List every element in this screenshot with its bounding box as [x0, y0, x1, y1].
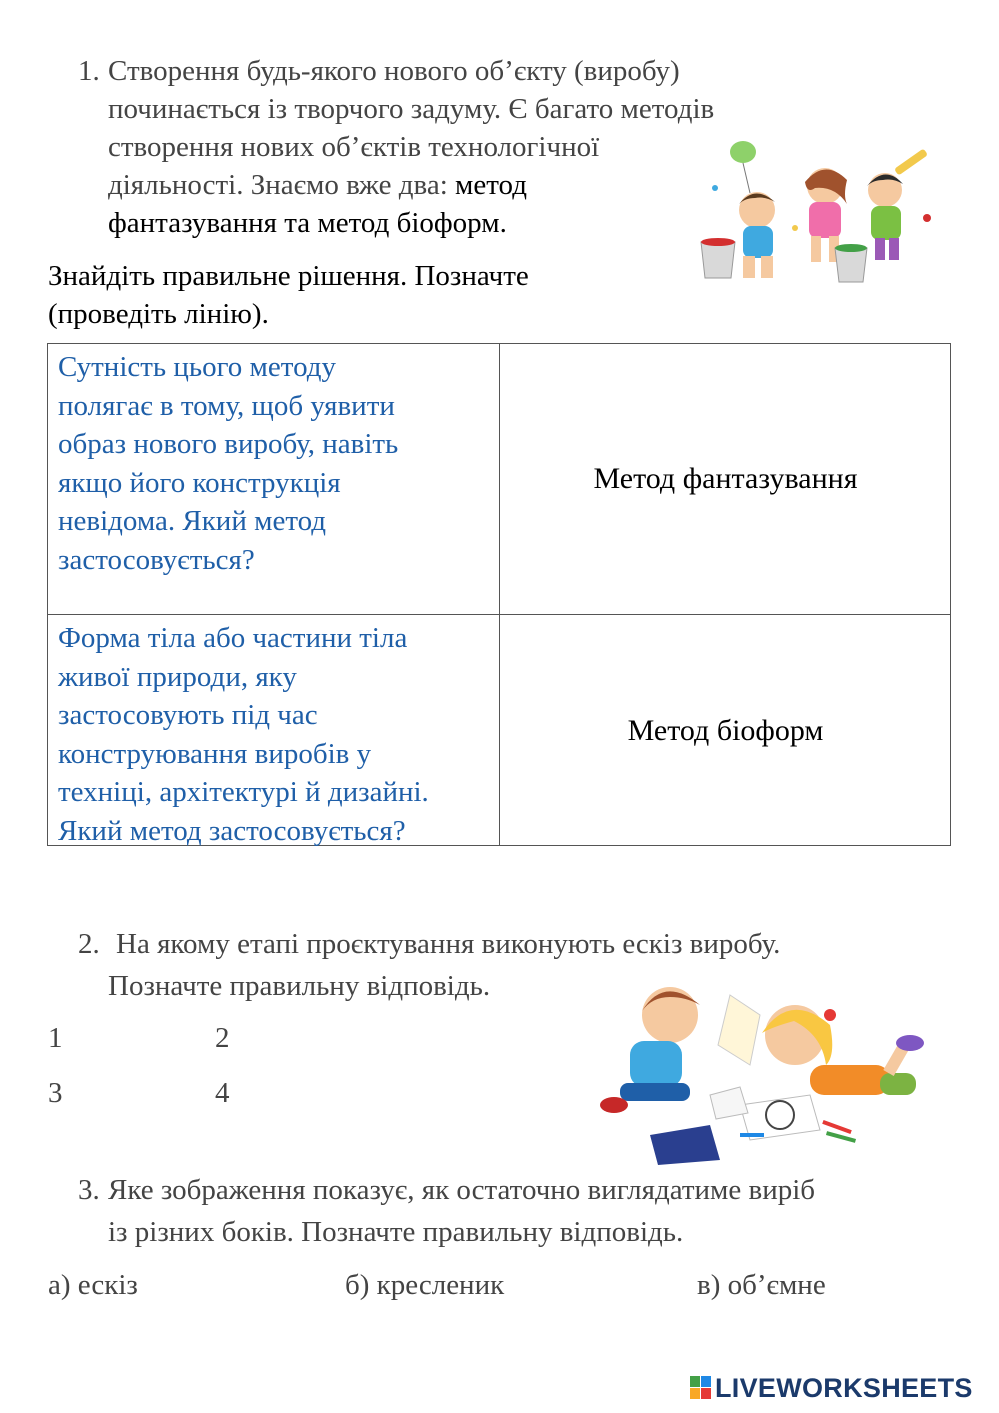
children-drawing-illustration	[590, 975, 930, 1165]
question-1-line-part-dark: метод	[455, 169, 527, 201]
question-2-number: 2.	[78, 928, 100, 960]
description-line: конструювання виробів у	[58, 737, 372, 770]
question-2-line: На якому етапі проєктування виконують ескіз виробу.	[116, 928, 781, 960]
description-line: якщо його конструкція	[58, 466, 341, 499]
description-line: застосовують під час	[58, 699, 318, 731]
description-line: невідома. Який метод	[58, 505, 327, 537]
question-3-line: із різних боків. Позначте правильну відповідь.	[108, 1216, 684, 1248]
instruction-line: (проведіть лінію).	[48, 298, 269, 330]
description-line: техніці, архітектурі й дизайні.	[58, 776, 429, 808]
answer-option-c[interactable]: в) об’ємне	[697, 1269, 826, 1301]
question-2-line: Позначте правильну відповідь.	[108, 970, 491, 1002]
question-description	[48, 615, 499, 850]
answer-option-a[interactable]: а) ескіз	[48, 1269, 138, 1301]
children-painting-illustration	[695, 138, 945, 290]
description-line: образ нового виробу, навіть	[58, 428, 399, 460]
liveworksheets-logo[interactable]	[690, 1373, 973, 1403]
question-description	[48, 344, 499, 579]
question-1-line	[108, 166, 714, 204]
table-cell-question-1[interactable]	[48, 344, 500, 615]
question-1-line: починається із творчого задуму. Є багато методів	[108, 93, 715, 125]
question-3-number: 3.	[78, 1174, 100, 1206]
logo-text: LIVEWORKSHEETS	[715, 1372, 973, 1403]
instruction-text	[48, 257, 529, 333]
table-cell-question-2[interactable]	[48, 615, 500, 846]
question-1-text	[108, 52, 714, 242]
question-1-line: створення нових об’єктів технологічної	[108, 131, 600, 163]
method-label: Метод фантазування	[593, 462, 858, 495]
description-line: полягає в тому, щоб уявити	[58, 389, 395, 422]
question-3-text	[108, 1171, 815, 1255]
description-line: Форма тіла або частини тіла	[58, 622, 408, 654]
question-1-number: 1.	[78, 55, 100, 87]
question-3-line: Яке зображення показує, як остаточно виглядатиме виріб	[108, 1174, 816, 1206]
question-1-line: Створення будь-якого нового об’єкту (виробу)	[108, 55, 680, 87]
answer-option-2[interactable]: 2	[215, 1022, 230, 1054]
description-line: Який метод застосовується?	[58, 814, 406, 847]
matching-table	[47, 343, 951, 846]
liveworksheets-logo-icon	[690, 1376, 712, 1400]
question-1-line: фантазування та метод біоформ.	[108, 207, 507, 239]
table-cell-method-fantasy[interactable]	[500, 344, 951, 615]
question-1-line-part: діяльності. Знаємо вже два:	[108, 169, 456, 201]
answer-option-4[interactable]: 4	[215, 1077, 230, 1109]
answer-option-3[interactable]: 3	[48, 1077, 63, 1109]
description-line: застосовується?	[58, 543, 255, 576]
description-line: Сутність цього методу	[58, 351, 336, 383]
method-label: Метод біоформ	[627, 713, 824, 747]
answer-option-b[interactable]: б) кресленик	[345, 1269, 505, 1301]
table-cell-method-bioform[interactable]	[500, 615, 951, 846]
description-line: живої природи, яку	[58, 660, 297, 693]
instruction-line: Знайдіть правильне рішення. Позначте	[48, 260, 529, 292]
answer-option-1[interactable]: 1	[48, 1022, 63, 1054]
